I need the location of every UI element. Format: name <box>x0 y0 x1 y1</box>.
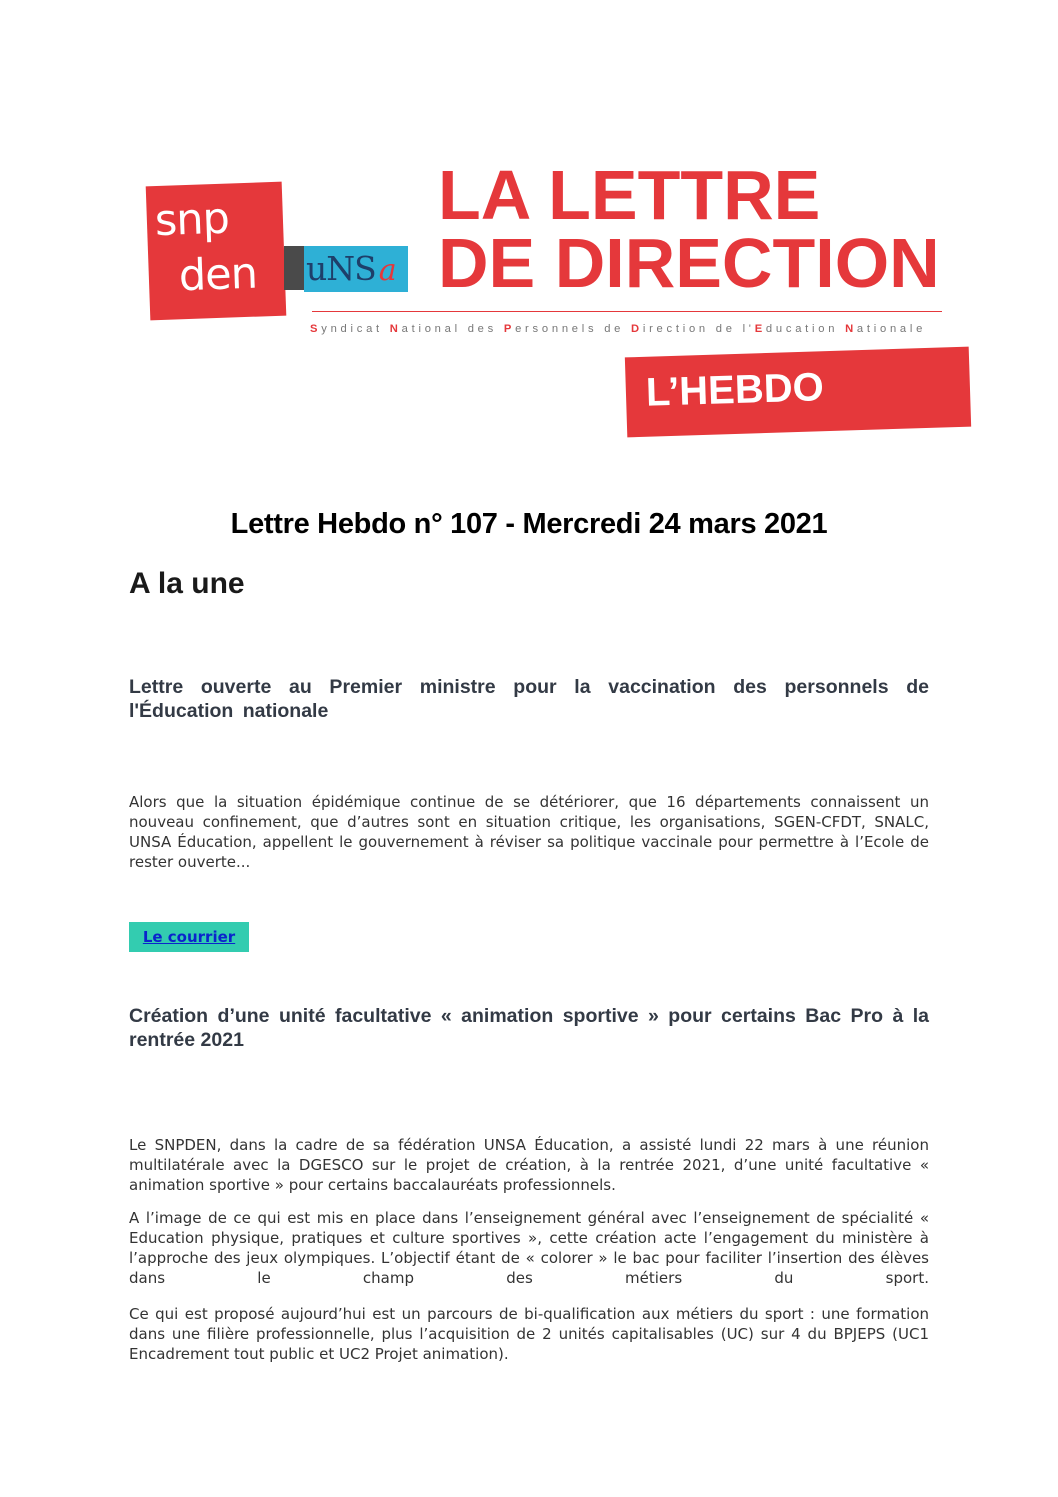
subtitle-rest: ationale <box>856 323 927 335</box>
snpden-logo <box>146 182 287 321</box>
article-paragraph: Alors que la situation épidémique continue de se détériorer, que 16 départements connaissent un nouveau confinement, que d’autres sont en situation critique, les organisations, SGEN-CFDT, SNALC, UNSA Éducation, appellent le gouvernement à réviser sa politique vaccinale pour permettre à l’Ecole de rester ouverte... <box>129 793 929 871</box>
logo-unsa-text: uNS <box>306 249 376 288</box>
logo-den-text: den <box>177 248 258 302</box>
article-paragraph: A l’image de ce qui est mis en place dans l’enseignement général avec l’enseignement de spécialité « Education physique, pratiques et culture sportives », cette création acte l’engagement du ministère à l’approche des jeux olympiques. L’objectif étant de « colorer » le bac pour faciliter l’insertion des élèves dans le champ des métiers du sport. <box>129 1209 929 1287</box>
article-paragraph: Ce qui est proposé aujourd’hui est un parcours de bi-qualification aux métiers du sport : une formation dans une filière professionnelle, plus l’acquisition de 2 unités capitalisables (UC) sur 4 du BPJEPS (UC1 Encadrement tout public et UC2 Projet animation). <box>129 1305 929 1363</box>
masthead-divider <box>312 311 942 312</box>
subtitle-rest: ducation <box>765 323 846 335</box>
logo-dark-bar <box>284 246 304 290</box>
subtitle-rest: ational des <box>401 323 504 335</box>
courrier-link[interactable]: Le courrier <box>142 928 236 946</box>
subtitle-cap: D <box>631 323 643 335</box>
subtitle-rest: irection de l' <box>642 323 755 335</box>
masthead-title-line1: LA LETTRE <box>438 156 821 234</box>
logo-unsa-a: a <box>378 253 396 288</box>
article-title: Lettre ouverte au Premier ministre pour la vaccination des personnels de l'Éducation nationale <box>129 676 929 722</box>
logo-snp-text: snp <box>154 193 230 247</box>
article-title: Création d’une unité facultative « animation sportive » pour certains Bac Pro à la rentrée 2021 <box>129 1005 929 1051</box>
hebdo-label: L’HEBDO <box>645 365 825 415</box>
hebdo-banner <box>625 347 971 438</box>
unsa-logo <box>304 246 408 292</box>
issue-title: Lettre Hebdo n° 107 - Mercredi 24 mars 2021 <box>230 508 828 540</box>
subtitle-cap: S <box>310 323 322 335</box>
masthead-title-line2: DE DIRECTION <box>438 224 940 302</box>
masthead-subtitle <box>310 323 950 335</box>
subtitle-cap: N <box>389 323 402 335</box>
subtitle-rest: yndicat <box>321 323 390 335</box>
subtitle-rest: ersonnels de <box>515 323 631 335</box>
article-paragraph: Le SNPDEN, dans la cadre de sa fédération UNSA Éducation, a assisté lundi 22 mars à une réunion multilatérale avec la DGESCO sur le projet de création, à la rentrée 2021, d’une unité facultative « animation sportive » pour certains baccalauréats professionnels. <box>129 1136 929 1194</box>
section-heading: A la une <box>129 567 245 600</box>
courrier-link-box[interactable] <box>129 922 249 952</box>
subtitle-cap: N <box>845 323 857 335</box>
subtitle-cap: P <box>503 323 516 335</box>
subtitle-cap: E <box>754 323 766 335</box>
